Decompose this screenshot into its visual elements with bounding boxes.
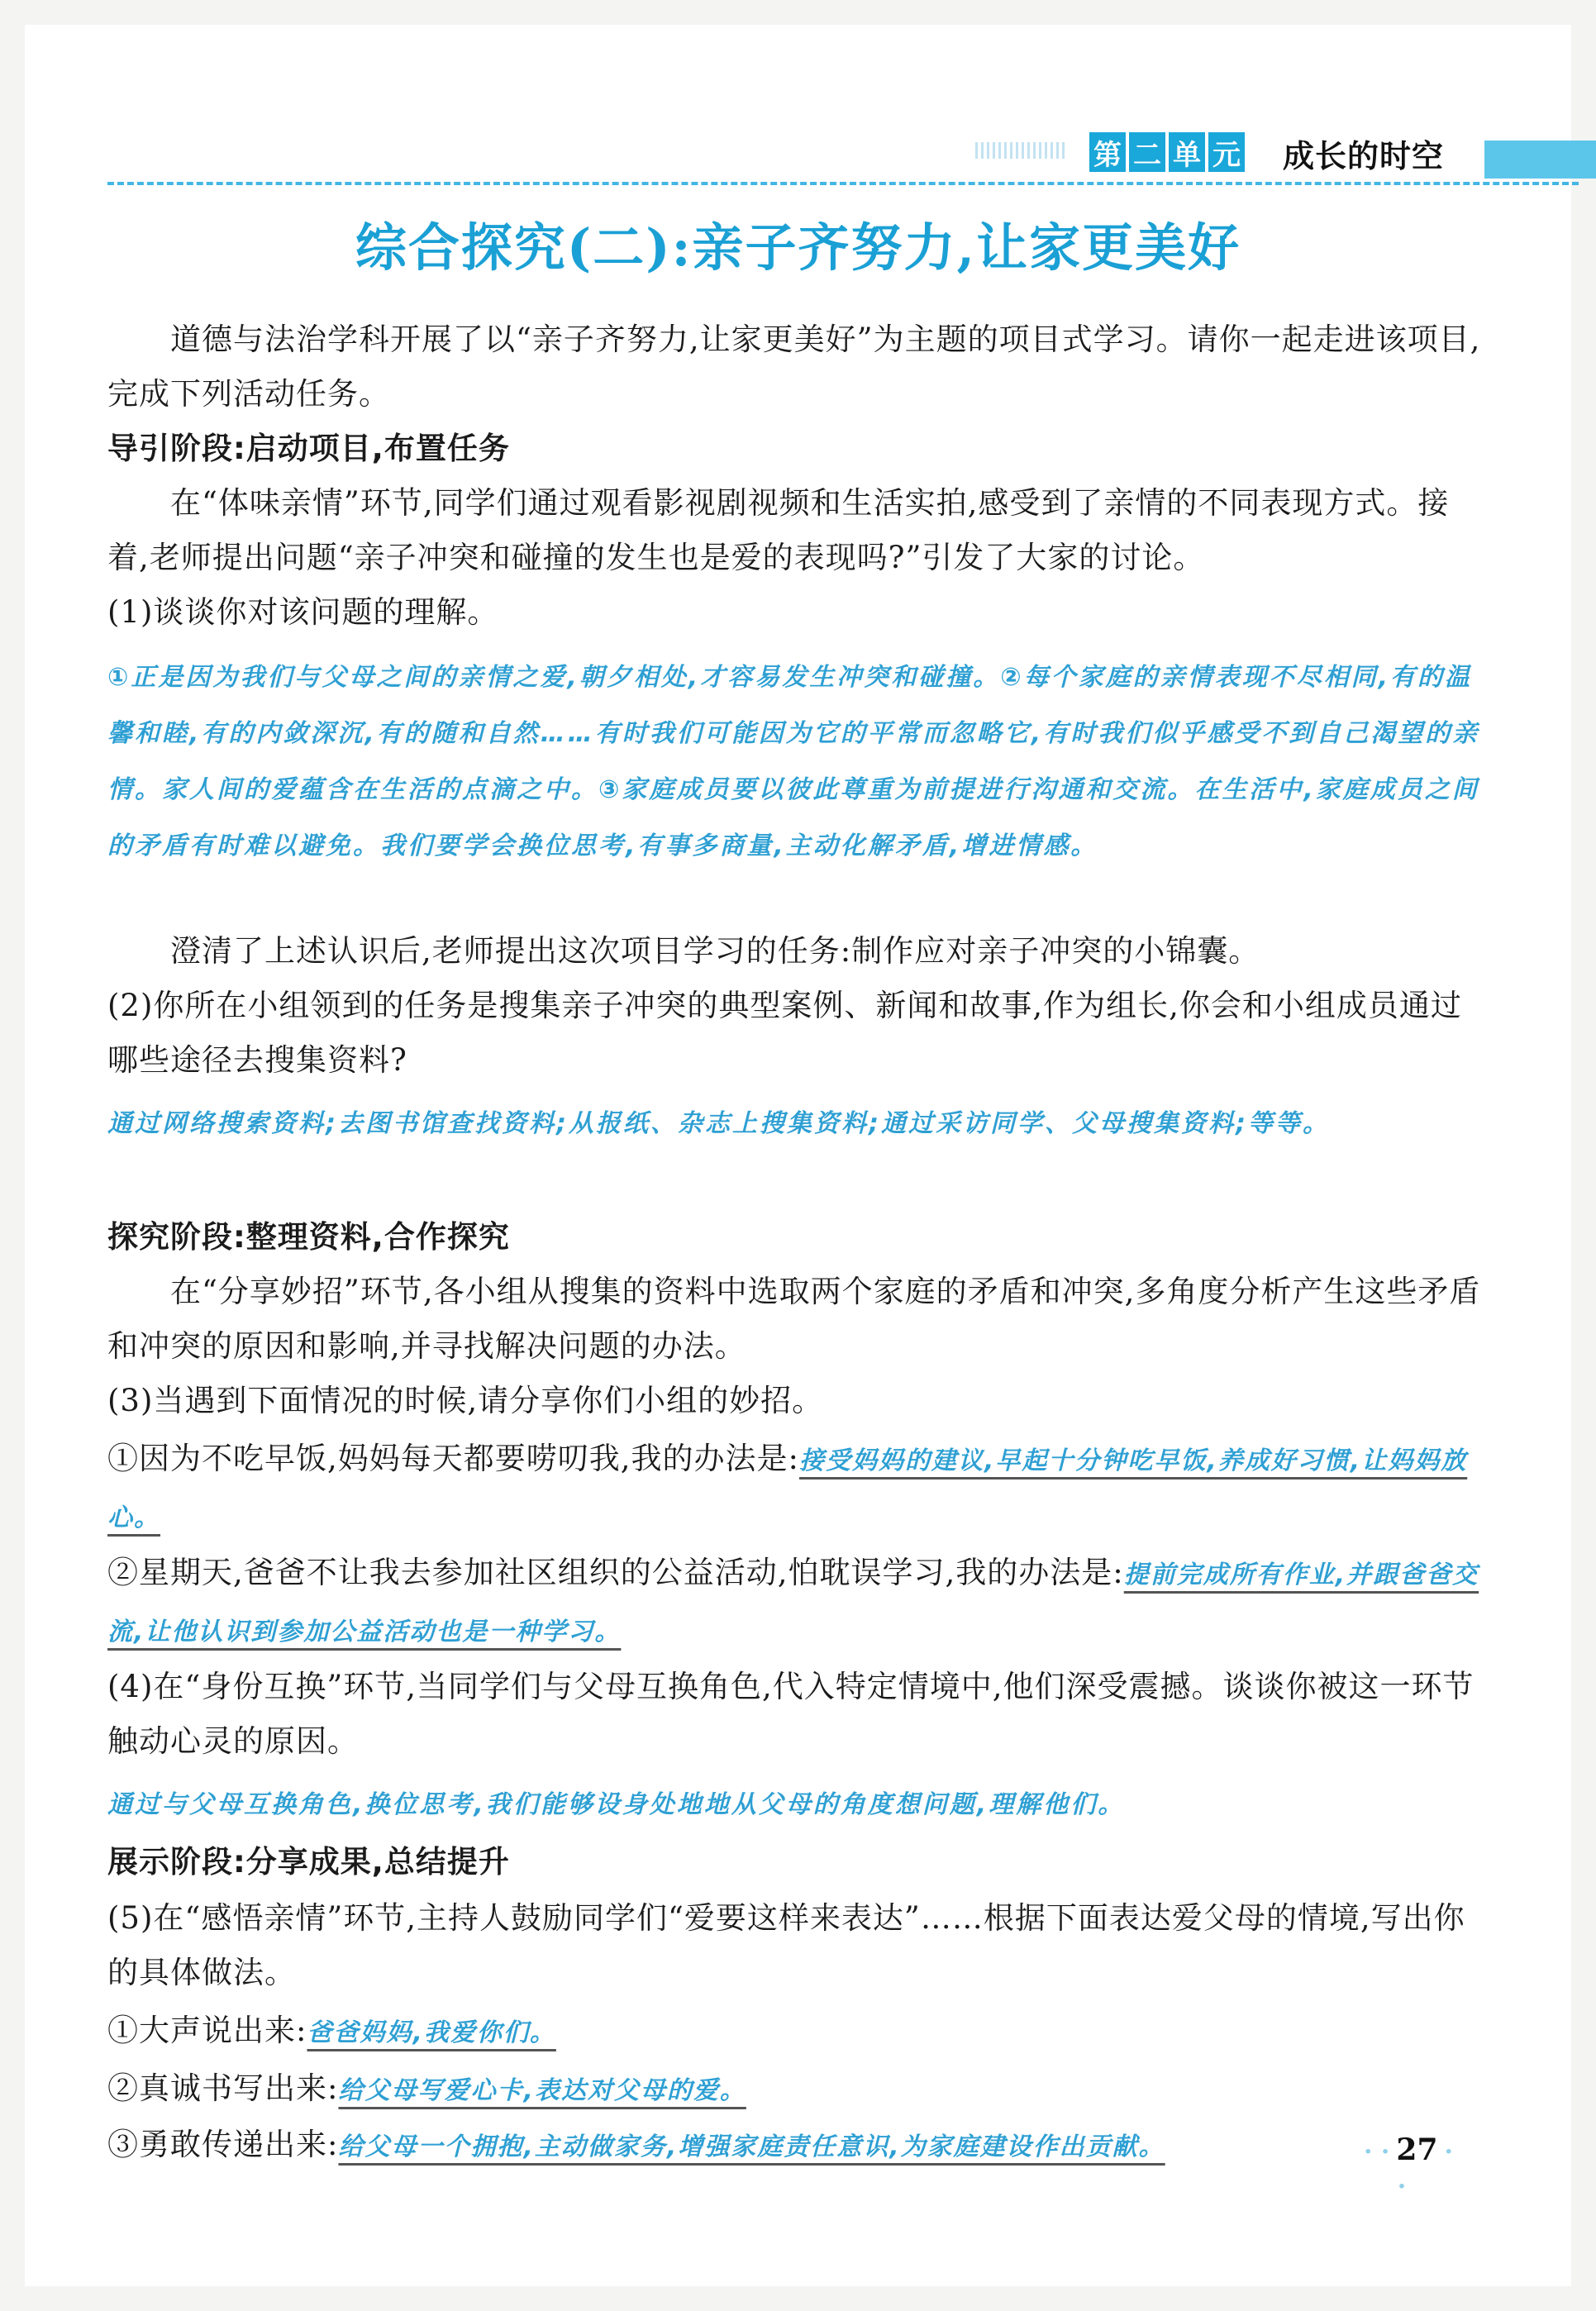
question-3: (3)当遇到下面情况的时候,请分享你们小组的妙招。	[107, 1383, 824, 1418]
stage3-heading: 展示阶段:分享成果,总结提升	[107, 1844, 510, 1880]
question-2: (2)你所在小组领到的任务是搜集亲子冲突的典型案例、新闻和故事,作为组长,你会和小组成员通过哪些途径去搜集资料?	[107, 988, 1462, 1078]
stage2-paragraph: 在“分享妙招”环节,各小组从搜集的资料中选取两个家庭的矛盾和冲突,多角度分析产生这些矛盾和冲突的原因和影响,并寻找解决问题的办法。	[107, 1274, 1481, 1364]
stage1-paragraph-2: 澄清了上述认识后,老师提出这次项目学习的任务:制作应对亲子冲突的小锦囊。	[170, 933, 1260, 969]
answer-3-1: 接受妈妈的建议,早起十分钟吃早饭,养成好习惯,让妈妈放心。	[107, 1446, 1468, 1532]
answer-3-2: 提前完成所有作业,并跟爸爸交流,让他认识到参加公益活动也是一种学习。	[107, 1561, 1479, 1646]
unit-badge	[1089, 132, 1245, 172]
question-5: (5)在“感悟亲情”环节,主持人鼓励同学们“爱要这样来表达”……根据下面表达爱父母的情境,写出你的具体做法。	[107, 1900, 1465, 1990]
stage1-heading: 导引阶段:启动项目,布置任务	[107, 431, 510, 466]
answer-2: 通过网络搜索资料;去图书馆查找资料;从报纸、杂志上搜集资料;通过采访同学、父母搜集资料;等等。	[107, 1109, 1330, 1138]
page-title: 综合探究(二):亲子齐努力,让家更美好	[355, 217, 1241, 278]
unit-title: 成长的时空	[1283, 138, 1445, 174]
question-5-1-text: ①大声说出来:	[107, 2013, 307, 2048]
question-5-3	[107, 2118, 1397, 2175]
question-1: (1)谈谈你对该问题的理解。	[107, 594, 499, 630]
page-number-text: 27	[1396, 2132, 1438, 2167]
answer-5-2: 给父母写爱心卡,表达对父母的爱。	[338, 2076, 746, 2105]
question-3-1-text: ①因为不吃早饭,妈妈每天都要唠叨我,我的办法是:	[107, 1441, 799, 1476]
page-number	[1347, 2132, 1463, 2202]
stage1-paragraph: 在“体味亲情”环节,同学们通过观看影视剧视频和生活实拍,感受到了亲情的不同表现方式。接着,老师提出问题“亲子冲突和碰撞的发生也是爱的表现吗?”引发了大家的讨论。	[107, 485, 1450, 575]
question-5-2	[107, 2061, 1488, 2118]
unit-char: 第	[1089, 132, 1126, 172]
header-decoration	[975, 142, 1066, 159]
answer-1: ①正是因为我们与父母之间的亲情之爱,朝夕相处,才容易发生冲突和碰撞。②每个家庭的亲情表现不尽相同,有的温馨和睦,有的内敛深沉,有的随和自然……有时我们可能因为它的平常而忽略它,有时我们似乎感受不到自己渴望的亲情。家人间的爱蕴含在生活的点滴之中。③家庭成员要以彼此尊重为前提进行沟通和交流。在生活中,家庭成员之间的矛盾有时难以避免。我们要学会换位思考,有事多商量,主动化解矛盾,增进情感。	[107, 663, 1480, 860]
question-3-2-text: ②星期天,爸爸不让我去参加社区组织的公益活动,怕耽误学习,我的办法是:	[107, 1555, 1124, 1590]
intro-text: 道德与法治学科开展了以“亲子齐努力,让家更美好”为主题的项目式学习。请你一起走进该项目,完成下列活动任务。	[107, 322, 1481, 412]
header-bar	[1484, 141, 1596, 179]
question-3-1	[107, 1432, 1488, 1546]
question-4: (4)在“身份互换”环节,当同学们与父母互换角色,代入特定情境中,他们深受震撼。谈谈你被这一环节触动心灵的原因。	[107, 1669, 1475, 1759]
question-3-2	[107, 1546, 1488, 1660]
unit-char: 二	[1129, 132, 1165, 172]
question-5-3-text: ③勇敢传递出来:	[107, 2127, 339, 2162]
answer-4: 通过与父母互换角色,换位思考,我们能够设身处地地从父母的角度想问题,理解他们。	[107, 1790, 1126, 1819]
unit-char: 元	[1208, 132, 1245, 172]
question-5-2-text: ②真诚书写出来:	[107, 2070, 339, 2106]
header-divider	[107, 182, 1579, 185]
unit-char: 单	[1169, 132, 1205, 172]
answer-5-1: 爸爸妈妈,我爱你们。	[307, 2018, 556, 2047]
stage2-heading: 探究阶段:整理资料,合作探究	[107, 1219, 510, 1255]
question-5-1	[107, 2004, 1488, 2061]
answer-5-3: 给父母一个拥抱,主动做家务,增强家庭责任意识,为家庭建设作出贡献。	[338, 2132, 1165, 2161]
